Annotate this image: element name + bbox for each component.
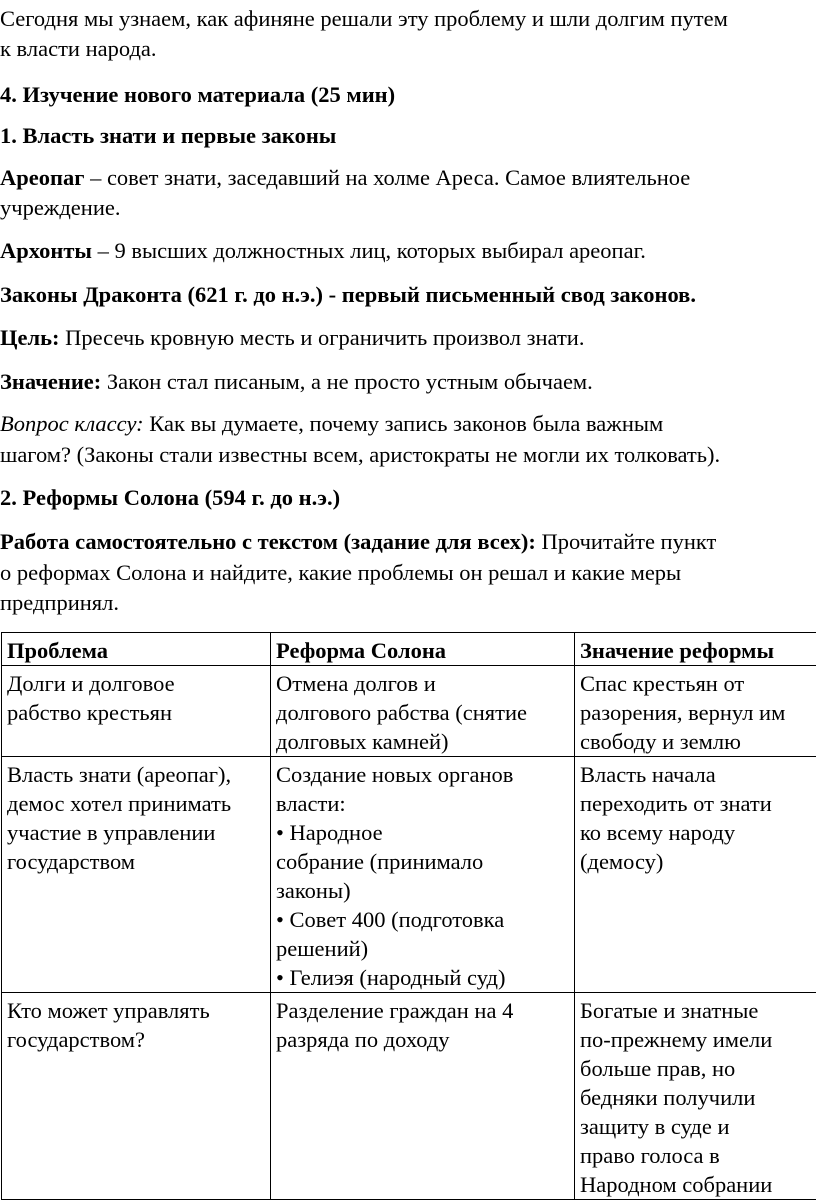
table-row [2,666,816,757]
cell-line: по-прежнему имели [580,1025,816,1054]
meaning-line [0,367,593,396]
class-question-cont: шагом? (Законы стали известны всем, аристократы не могли их толковать). [0,440,720,469]
class-question-label: Вопрос классу: [0,411,144,436]
cell-line: Власть знати (ареопаг), [7,760,266,789]
cell-line: переходить от знати [580,789,816,818]
class-question [0,409,663,438]
areopag-term: Ареопаг [0,165,84,190]
areopag-def-1: – совет знати, заседавший на холме Ареса. Самое влиятельное [84,165,690,190]
cell-line: • Совет 400 (подготовка [276,905,570,934]
goal-line [0,323,584,352]
cell-line: разорения, вернул им [580,698,816,727]
table-cell-reform [271,666,575,757]
table-cell-problem [2,757,271,993]
cell-line: • Гелиэя (народный суд) [276,963,570,992]
cell-line: Народном собрании [580,1170,816,1199]
cell-line: государством? [7,1025,266,1054]
meaning-label: Значение: [0,369,101,394]
header-significance: Значение реформы [575,633,816,666]
cell-line: Богатые и знатные [580,996,816,1025]
subheading-solon-reforms: 2. Реформы Солона (594 г. до н.э.) [0,483,340,512]
areopag-definition-cont: учреждение. [0,193,120,222]
task-label: Работа самостоятельно с текстом (задание для всех): [0,529,536,554]
cell-line: собрание (принимало [276,847,570,876]
header-problem: Проблема [2,633,271,666]
cell-line: бедняки получили [580,1083,816,1112]
cell-line: право голоса в [580,1141,816,1170]
cell-line: Разделение граждан на 4 [276,996,570,1025]
cell-line: Долги и долговое [7,669,266,698]
header-reform: Реформа Солона [271,633,575,666]
table-cell-significance [575,666,816,757]
task-line-2: о реформах Солона и найдите, какие проблемы он решал и какие меры [0,558,681,587]
cell-line: больше прав, но [580,1054,816,1083]
meaning-text: Закон стал писаным, а не просто устным обычаем. [101,369,593,394]
cell-line: разряда по доходу [276,1025,570,1054]
cell-line: участие в управлении [7,818,266,847]
draco-laws: Законы Драконта (621 г. до н.э.) - первый письменный свод законов. [0,280,696,309]
intro-line-2: к власти народа. [0,34,157,63]
goal-text: Пресечь кровную месть и ограничить произвол знати. [60,325,585,350]
task-line-3: предпринял. [0,588,119,617]
cell-line: Кто может управлять [7,996,266,1025]
cell-line: власти: [276,789,570,818]
cell-line: долгового рабства (снятие [276,698,570,727]
class-question-text-1: Как вы думаете, почему запись законов была важным [144,411,664,436]
cell-line: законы) [276,876,570,905]
cell-line: ко всему народу [580,818,816,847]
table-cell-reform [271,757,575,993]
cell-line: Власть начала [580,760,816,789]
section-heading: 4. Изучение нового материала (25 мин) [0,80,395,109]
cell-line: • Народное [276,818,570,847]
cell-line: свободу и землю [580,727,816,756]
table-header-row [2,633,816,666]
subheading-power-of-nobility: 1. Власть знати и первые законы [0,121,336,150]
cell-line: решений) [276,934,570,963]
intro-line-1: Сегодня мы узнаем, как афиняне решали эту проблему и шли долгим путем [0,4,728,33]
table-cell-significance [575,993,816,1200]
table-cell-reform [271,993,575,1200]
cell-line: Спас крестьян от [580,669,816,698]
table-cell-significance [575,757,816,993]
cell-line: Создание новых органов [276,760,570,789]
table-row [2,757,816,993]
goal-label: Цель: [0,325,60,350]
cell-line: долговых камней) [276,727,570,756]
cell-line: (демосу) [580,847,816,876]
table-cell-problem [2,666,271,757]
table-row [2,993,816,1200]
cell-line: Отмена долгов и [276,669,570,698]
archons-term: Архонты [0,238,92,263]
task-line-1 [0,527,716,556]
table-cell-problem [2,993,271,1200]
areopag-definition [0,163,690,192]
cell-line: рабство крестьян [7,698,266,727]
task-text-1: Прочитайте пункт [536,529,717,554]
cell-line: защиту в суде и [580,1112,816,1141]
cell-line: государством [7,847,266,876]
archons-definition [0,236,646,265]
solon-reforms-table [1,632,816,1200]
archons-def: – 9 высших должностных лиц, которых выбирал ареопаг. [92,238,646,263]
cell-line: демос хотел принимать [7,789,266,818]
